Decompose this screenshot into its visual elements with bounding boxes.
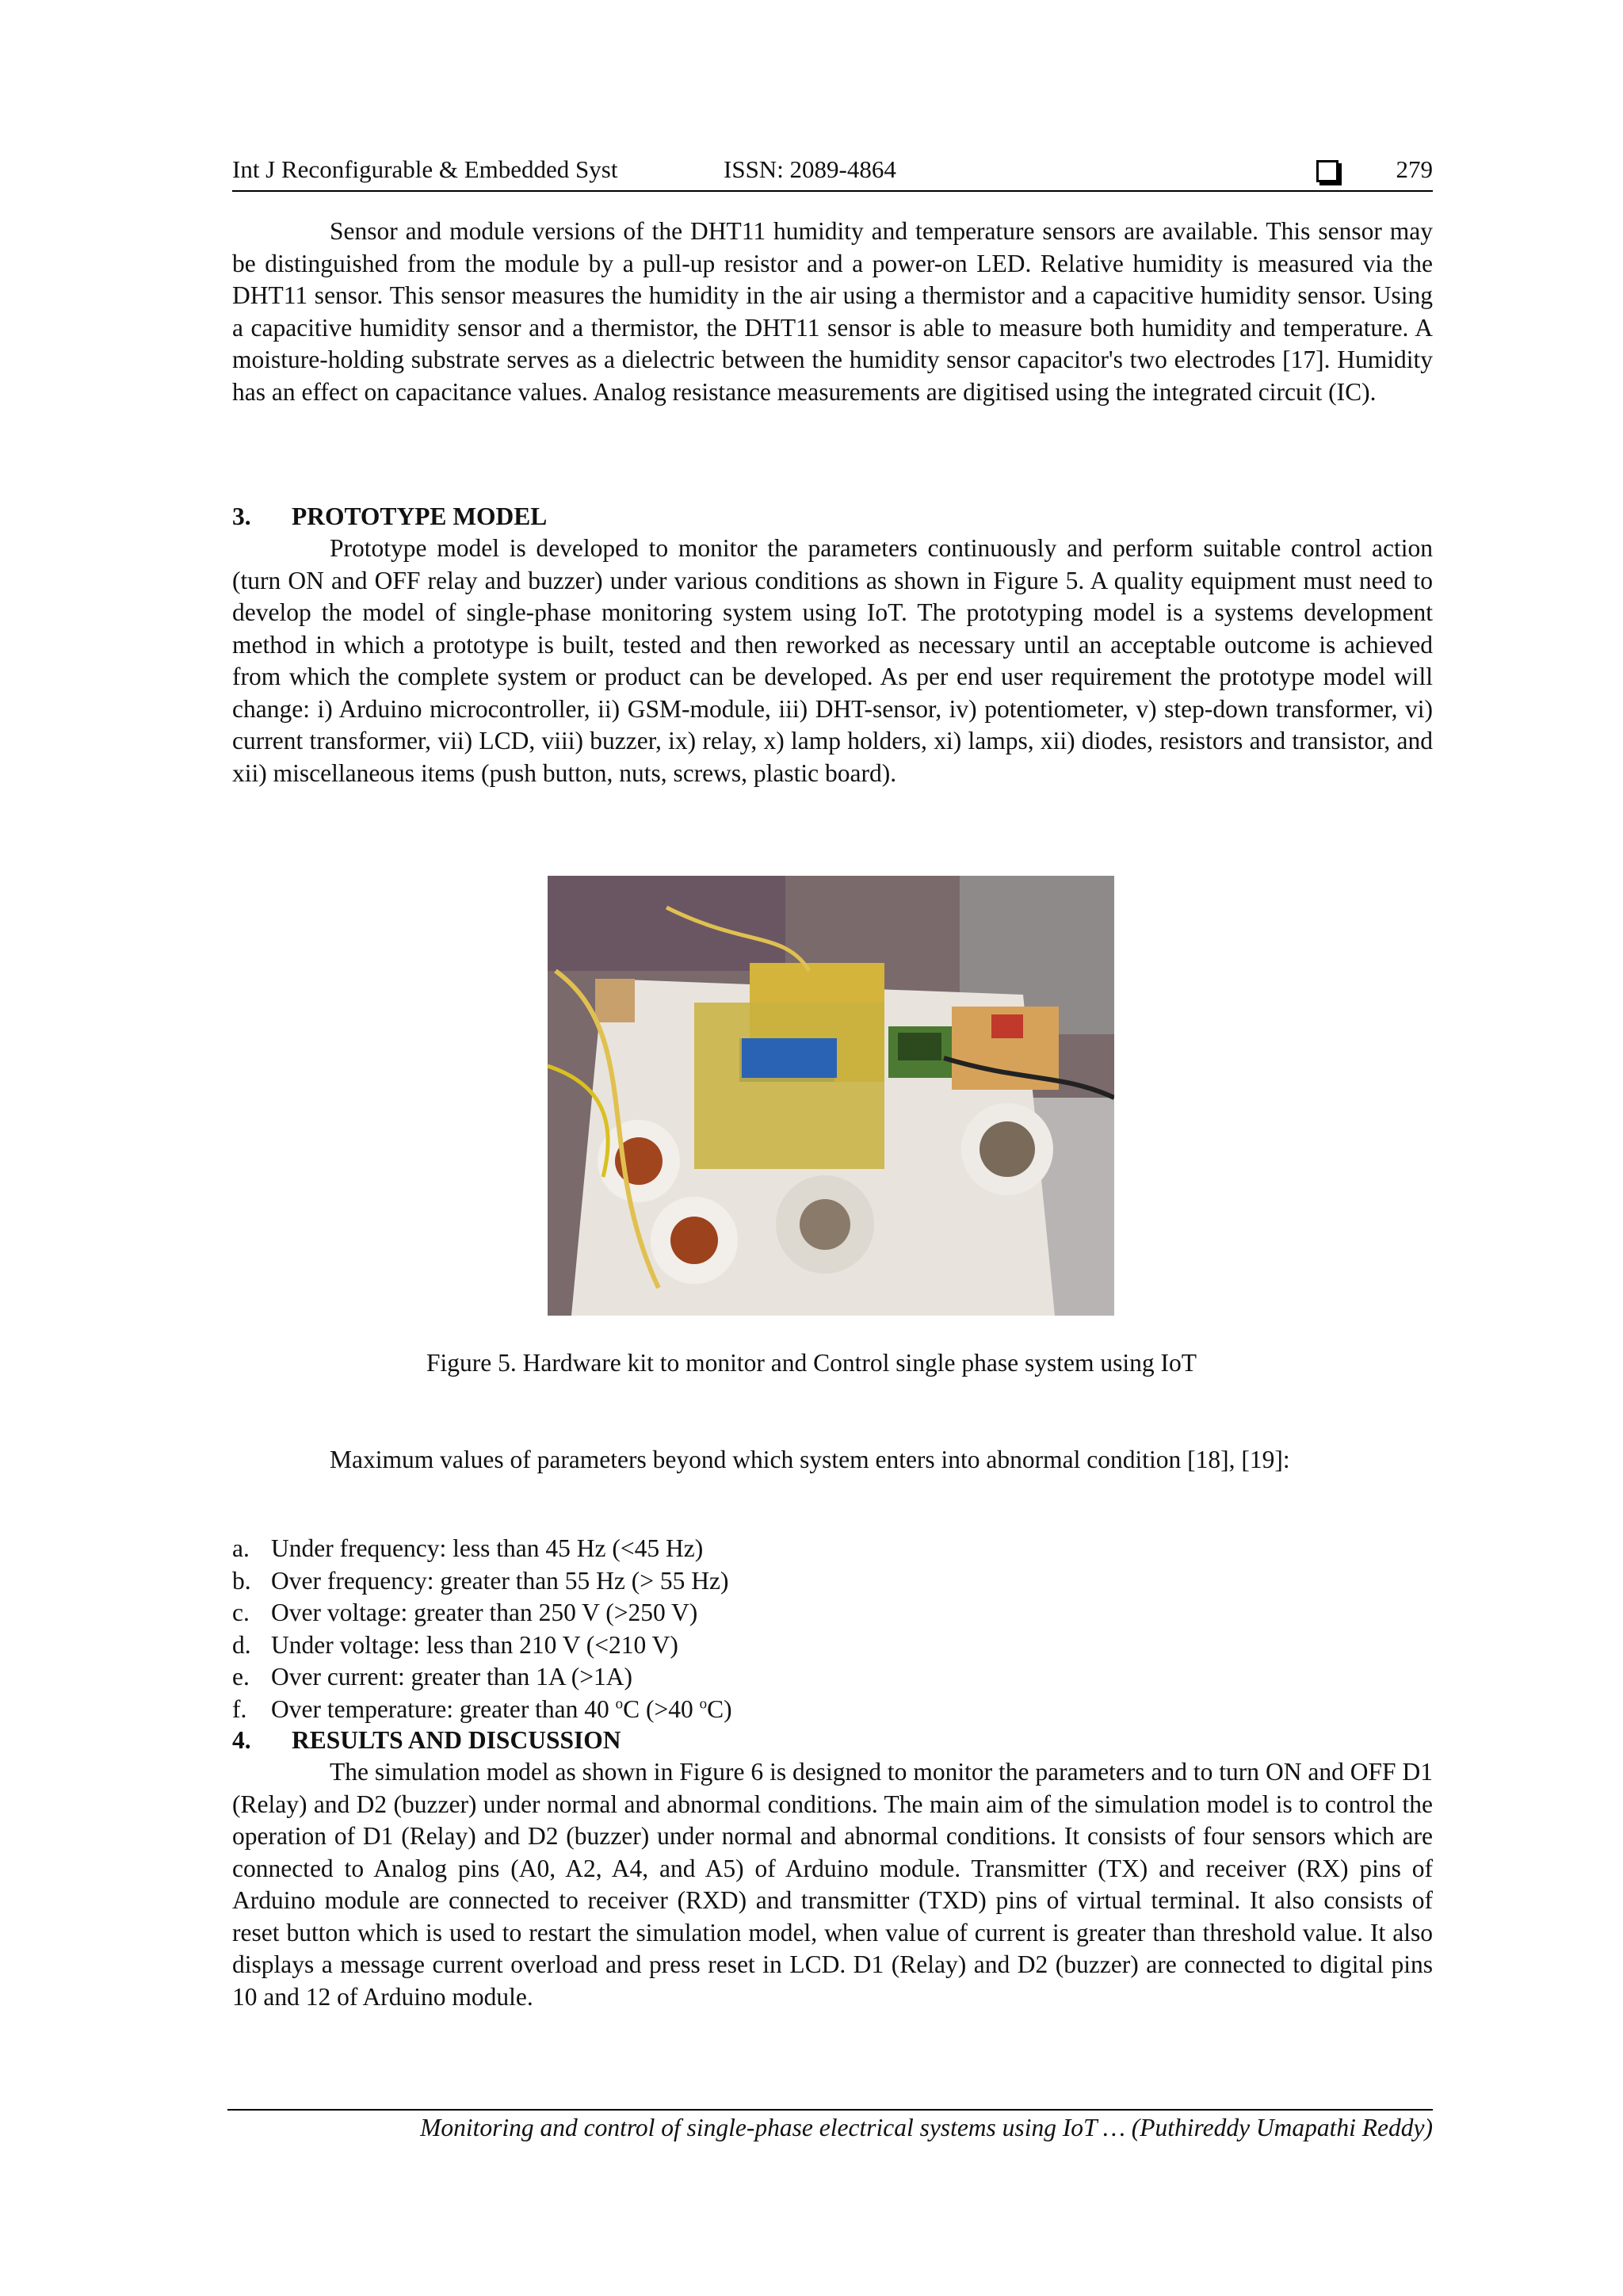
list-marker: a.	[232, 1534, 250, 1562]
section-4-heading	[232, 1725, 621, 1756]
degree-superscript: o	[615, 1695, 624, 1712]
list-marker: b.	[232, 1566, 251, 1595]
running-header	[232, 155, 1433, 192]
list-text: Under frequency: less than 45 Hz (<45 Hz)	[271, 1534, 704, 1562]
running-footer: Monitoring and control of single-phase electrical systems using IoT … (Puthireddy Umapathi Reddy)	[420, 2114, 1433, 2141]
list-marker: e.	[232, 1663, 250, 1690]
list-text: Over voltage: greater than 250 V (>250 V)	[271, 1599, 698, 1626]
hardware-kit-illustration	[548, 876, 1114, 1316]
figure-5-caption: Figure 5. Hardware kit to monitor and Control single phase system using IoT	[426, 1349, 1197, 1377]
degree-superscript: o	[699, 1695, 708, 1712]
issn: ISSN: 2089-4864	[724, 155, 896, 183]
list-item	[232, 1597, 1433, 1629]
list-marker: c.	[232, 1599, 250, 1626]
list-text: Under voltage: less than 210 V (<210 V)	[271, 1630, 678, 1659]
section-number: 3.	[232, 502, 251, 530]
list-text-part: Over temperature: greater than 40	[271, 1694, 616, 1723]
section-3-paragraph	[232, 533, 1433, 789]
section-4-paragraph	[232, 1756, 1433, 2013]
section-title: PROTOTYPE MODEL	[292, 502, 548, 530]
section-4-paragraph-text: The simulation model as shown in Figure 6 is designed to monitor the parameters and to turn ON and OFF D1 (Relay) and D2 (buzzer) under normal and abnormal conditions. The main aim of the simulation model is to control the operation of D1 (Relay) and D2 (buzzer) under normal and abnormal conditions. It consists of four sensors which are connected to Analog pins (A0, A2, A4, and A5) of Arduino module. Transmitter (TX) and receiver (RX) pins of Arduino module are connected to receiver (RXD) and transmitter (TXD) pins of virtual terminal. It also consists of reset button which is used to restart the simulation model, when value of current is greater than threshold value. It also displays a message current overload and press reset in LCD. D1 (Relay) and D2 (buzzer) are connected to digital pins 10 and 12 of Arduino module.	[232, 1758, 1433, 2011]
intro-paragraph	[232, 216, 1433, 408]
list-text-part: C (>40	[623, 1694, 700, 1723]
limits-intro	[232, 1444, 1433, 1477]
journal-name: Int J Reconfigurable & Embedded Syst	[232, 155, 618, 183]
section-3-paragraph-text: Prototype model is developed to monitor the parameters continuously and perform suitable control action (turn ON and OFF relay and buzzer) under various conditions as shown in Figure 5. A quality equipment must need to develop the model of single-phase monitoring system using IoT. The prototyping model is a systems development method in which a prototype is built, tested and then reworked as necessary until an acceptable outcome is achieved from which the complete system or product can be developed. As per end user requirement the prototype model will change: i) Arduino microcontroller, ii) GSM-module, iii) DHT-sensor, iv) potentiometer, v) step-down transformer, vi) current transformer, vii) LCD, viii) buzzer, ix) relay, x) lamp holders, xi) lamps, xii) diodes, resistors and transistor, and xii) miscellaneous items (push button, nuts, screws, plastic board).	[232, 534, 1433, 787]
square-bullet-icon	[1316, 160, 1338, 182]
list-item	[232, 1565, 1433, 1598]
section-number: 4.	[232, 1726, 251, 1754]
list-marker: d.	[232, 1630, 251, 1659]
list-item	[232, 1629, 1433, 1662]
list-text: Over frequency: greater than 55 Hz (> 55 Hz)	[271, 1566, 729, 1595]
section-title: RESULTS AND DISCUSSION	[292, 1726, 621, 1754]
list-item	[232, 1533, 1433, 1565]
page-number: 279	[1396, 155, 1433, 183]
limits-intro-text: Maximum values of parameters beyond which system enters into abnormal condition [18], [19]:	[330, 1446, 1290, 1473]
list-item	[232, 1694, 1433, 1726]
intro-paragraph-text: Sensor and module versions of the DHT11 humidity and temperature sensors are available. This sensor may be distinguished from the module by a pull-up resistor and a power-on LED. Relative humidity is measured via the DHT11 sensor. This sensor measures the humidity in the air using a thermistor and a capacitive humidity sensor. Using a capacitive humidity sensor and a thermistor, the DHT11 sensor is able to measure both humidity and temperature. A moisture-holding substrate serves as a dielectric between the humidity sensor capacitor's two electrodes [17]. Humidity has an effect on capacitance values. Analog resistance measurements are digitised using the integrated circuit (IC).	[232, 217, 1433, 406]
list-text: Over current: greater than 1A (>1A)	[271, 1663, 632, 1690]
hardware-kit-photo	[548, 876, 1114, 1316]
list-item	[232, 1661, 1433, 1694]
list-text-part: C)	[707, 1694, 732, 1723]
list-marker: f.	[232, 1694, 247, 1723]
section-3-heading	[232, 501, 547, 533]
limits-list	[232, 1533, 1433, 1725]
